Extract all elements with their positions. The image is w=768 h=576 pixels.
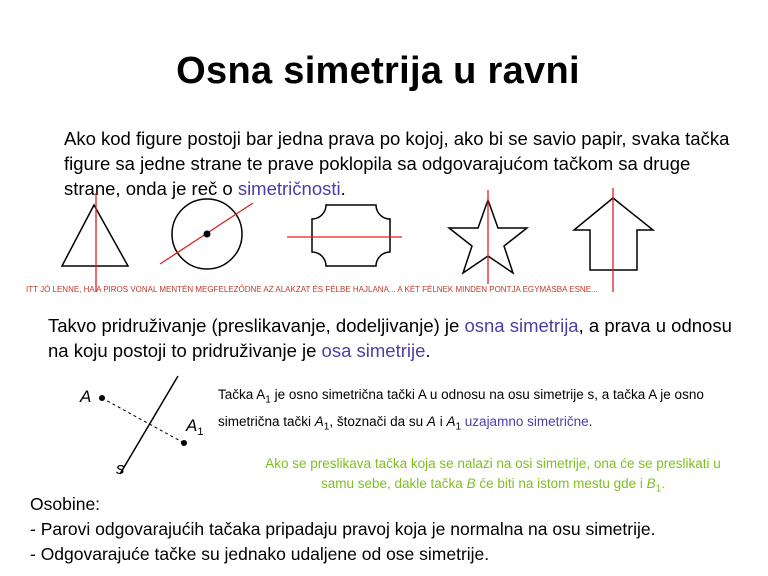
properties-list <box>30 492 760 567</box>
description-text: Tačka $A_1$ je osno simetrična tački A u odnosu na osu simetrije s, a tačka A je osno simetrična tački $A_1$, štoznači da su A i $A_1$ uzajamno simetrične. <box>218 387 704 433</box>
triangle-figure <box>62 193 128 292</box>
axis-diagram <box>99 376 187 474</box>
point-a1 <box>181 440 187 446</box>
green-note: Ako se preslikava tačka koja se nalazi na osi simetrije, ona će se preslikati u samu sebe, dakle tačka B će biti na istom mestu gde i $B_1$. <box>265 456 721 495</box>
circle-figure <box>160 199 253 269</box>
star-figure <box>449 190 527 284</box>
page-title: Osna simetrija u ravni <box>176 50 580 92</box>
rounded-square-figure <box>287 205 402 266</box>
property-item: - Odgovarajuće tačke su jednako udaljene od ose simetrije. <box>30 544 490 564</box>
definition-paragraph: Takvo pridruživanje (preslikavanje, dodeljivanje) je osna simetrija, a prava u odnosu na koju postoji to pridruživanje je osa simetrije. <box>48 315 732 361</box>
properties-heading: Osobine: <box>30 494 101 514</box>
term-axis: osa simetrije <box>321 340 426 361</box>
axis-line-s <box>120 376 178 474</box>
label-s: s <box>116 459 125 478</box>
term-symmetry: simetričnosti <box>237 178 341 199</box>
term-axial-symmetry: osna simetrija <box>464 315 579 336</box>
arrow-figure <box>574 188 653 292</box>
intro-paragraph: Ako kod figure postoji bar jedna prava po kojoj, ako bi se savio papir, svaka tačka figure sa jedne strane te prave poklopila sa odgovarajućom tačkom sa druge strane, onda je reč o simetričnosti. <box>64 128 730 199</box>
label-a: A <box>80 387 92 406</box>
term-mutually-symmetric: uzajamno simetrične <box>464 413 589 429</box>
label-a1: $A_1$ <box>186 416 204 438</box>
property-item: - Parovi odgovarajućih tačaka pripadaju pravoj koja je normalna na osu simetrije. <box>30 519 656 539</box>
hungarian-note: ITT JÓ LENNE, HA A PIROS VONAL MENTÉN MEGFELEZŐDNE AZ ALAKZAT ÉS FÉLBE HAJLANA... A KÉT FÉLNEK MINDEN PONTJA EGYMÁSBA ESNE... <box>26 285 598 294</box>
point-a <box>99 395 105 401</box>
